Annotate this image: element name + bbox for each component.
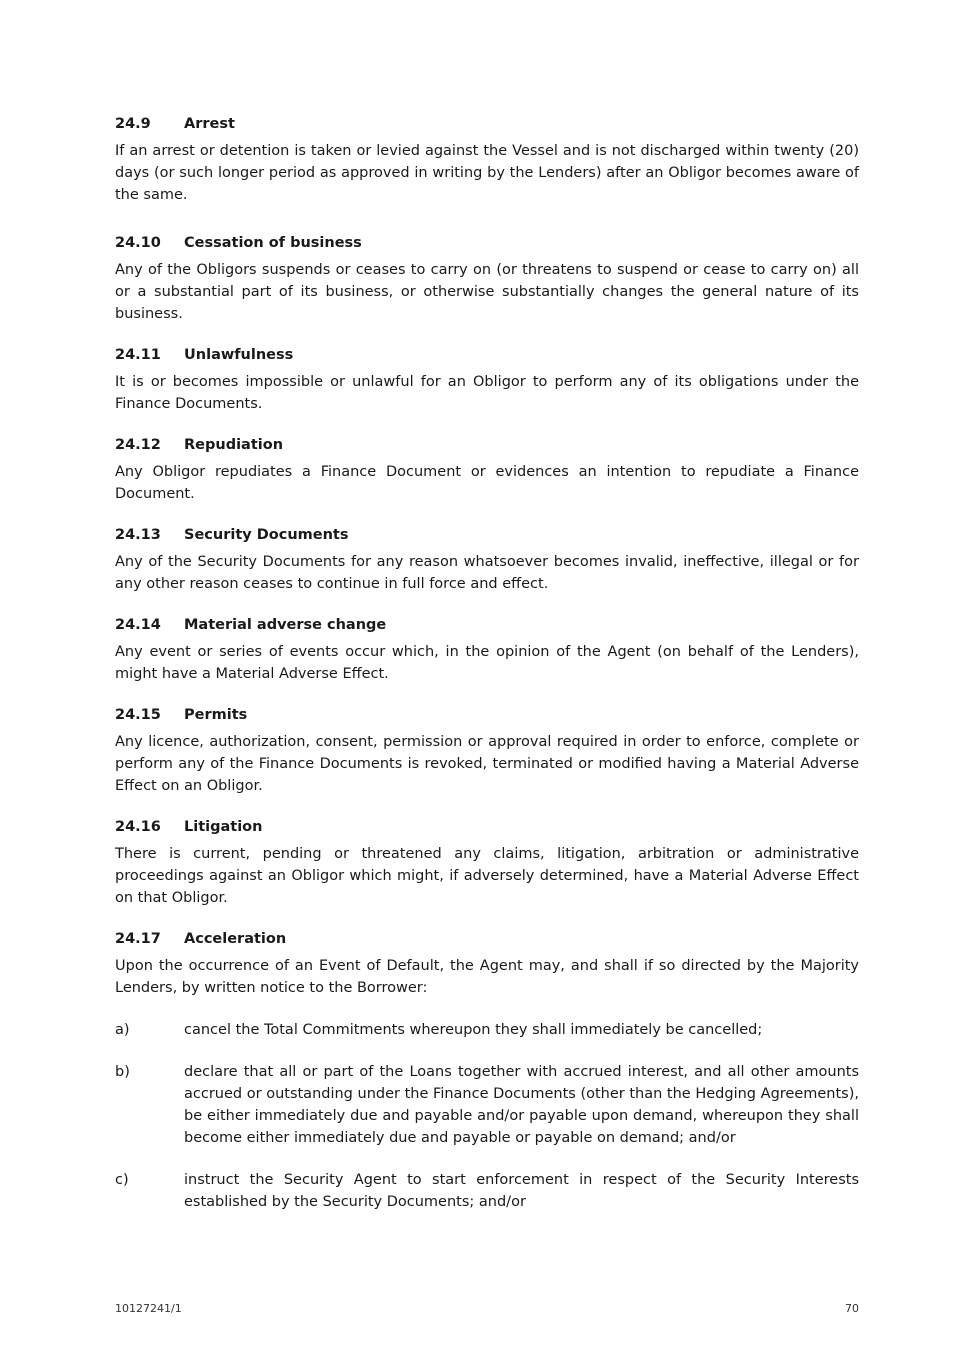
section-24-16 [115, 816, 859, 909]
section-24-13 [115, 524, 859, 595]
section-heading [115, 816, 859, 838]
page-footer [115, 1302, 859, 1315]
section-title: Cessation of business [184, 235, 362, 251]
section-heading [115, 434, 859, 456]
section-heading [115, 524, 859, 546]
section-title: Acceleration [184, 931, 287, 947]
section-number: 24.11 [115, 347, 161, 363]
section-title: Litigation [184, 819, 263, 835]
section-24-9 [115, 113, 859, 206]
section-number: 24.16 [115, 819, 161, 835]
list-item-letter: c) [115, 1172, 129, 1188]
section-body: There is current, pending or threatened any claims, litigation, arbitration or administrative proceedings against an Obligor which might, if adversely determined, have a Material Adverse Effect on that Obligor. [115, 846, 859, 906]
section-body: Upon the occurrence of an Event of Default, the Agent may, and shall if so directed by the Majority Lenders, by written notice to the Borrower: [115, 958, 859, 996]
section-number: 24.12 [115, 437, 161, 453]
section-number: 24.15 [115, 707, 161, 723]
list-item-text: cancel the Total Commitments whereupon they shall immediately be cancelled; [184, 1022, 763, 1038]
section-body: If an arrest or detention is taken or levied against the Vessel and is not discharged within twenty (20) days (or such longer period as approved in writing by the Lenders) after an Obligor becomes aware of the same. [115, 143, 859, 203]
section-number: 24.14 [115, 617, 161, 633]
section-title: Security Documents [184, 527, 349, 543]
section-title: Unlawfulness [184, 347, 294, 363]
section-title: Arrest [184, 116, 235, 132]
section-body: Any event or series of events occur which, in the opinion of the Agent (on behalf of the Lenders), might have a Material Adverse Effect. [115, 644, 859, 682]
section-24-17 [115, 928, 859, 999]
section-body: Any of the Obligors suspends or ceases to carry on (or threatens to suspend or cease to carry on) all or a substantial part of its business, or otherwise substantially changes the general nature of its business. [115, 262, 859, 322]
section-heading [115, 928, 859, 950]
section-body: Any Obligor repudiates a Finance Document or evidences an intention to repudiate a Finance Document. [115, 464, 859, 502]
list-item [115, 1169, 859, 1213]
section-24-14 [115, 614, 859, 685]
section-heading [115, 704, 859, 726]
page-number: 70 [845, 1302, 859, 1315]
list-item-letter: a) [115, 1022, 130, 1038]
section-heading [115, 113, 859, 135]
section-24-12 [115, 434, 859, 505]
section-number: 24.9 [115, 116, 151, 132]
document-reference: 10127241/1 [115, 1302, 182, 1315]
section-24-15 [115, 704, 859, 797]
section-body: Any of the Security Documents for any reason whatsoever becomes invalid, ineffective, illegal or for any other reason ceases to continue in full force and effect. [115, 554, 859, 592]
list-item-text: instruct the Security Agent to start enforcement in respect of the Security Interests established by the Security Documents; and/or [184, 1172, 859, 1210]
section-body: It is or becomes impossible or unlawful for an Obligor to perform any of its obligations under the Finance Documents. [115, 374, 859, 412]
section-title: Repudiation [184, 437, 284, 453]
section-24-11 [115, 344, 859, 415]
document-page [115, 113, 859, 1213]
section-heading [115, 614, 859, 636]
list-item [115, 1019, 859, 1041]
section-24-10 [115, 232, 859, 325]
list-item-text: declare that all or part of the Loans together with accrued interest, and all other amounts accrued or outstanding under the Finance Documents (other than the Hedging Agreements), be either immediately due and payable and/or payable upon demand, whereupon they shall become either immediately due and payable or payable on demand; and/or [184, 1064, 859, 1146]
section-number: 24.10 [115, 235, 161, 251]
section-title: Material adverse change [184, 617, 387, 633]
section-heading [115, 344, 859, 366]
section-number: 24.13 [115, 527, 161, 543]
list-item [115, 1061, 859, 1149]
section-number: 24.17 [115, 931, 161, 947]
section-body: Any licence, authorization, consent, permission or approval required in order to enforce, complete or perform any of the Finance Documents is revoked, terminated or modified having a Material Adverse Effect on an Obligor. [115, 734, 859, 794]
section-title: Permits [184, 707, 248, 723]
section-heading [115, 232, 859, 254]
list-item-letter: b) [115, 1064, 130, 1080]
